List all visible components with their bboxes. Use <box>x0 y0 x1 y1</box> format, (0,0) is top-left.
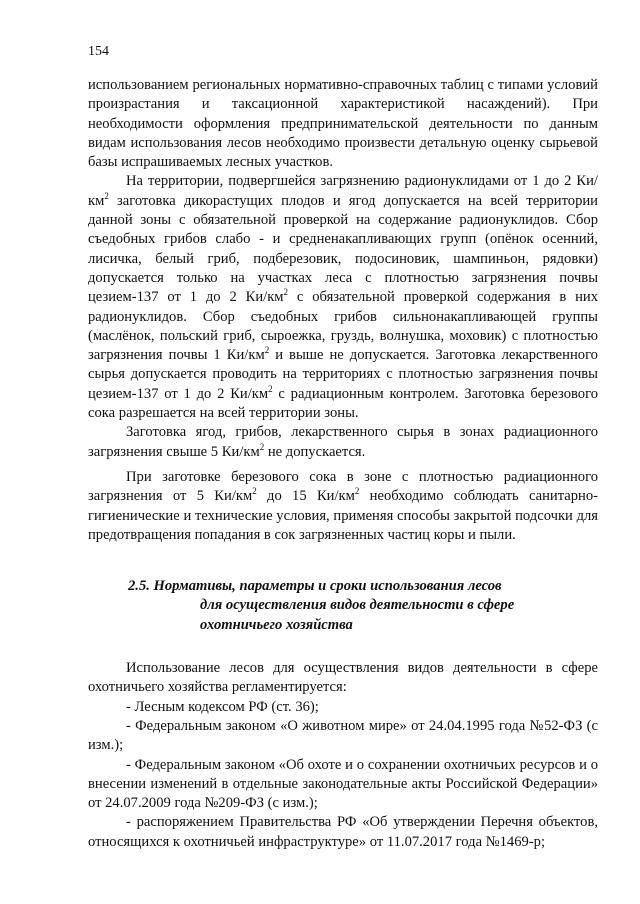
section-heading <box>88 577 598 635</box>
section-heading-line: 2.5. Нормативы, параметры и сроки использования лесов <box>128 578 502 595</box>
section-heading-line: охотничьего хозяйства <box>200 616 353 633</box>
paragraph: На территории, подвергшейся загрязнению радионуклидами от 1 до 2 $Ки/км^2$ заготовка дикорастущих плодов и ягод допускается на всей территории данной зоны с обязательной проверкой на содержание радионуклидов. Сбор съедобных грибов слабо - и средненакапливающих групп (опёнок осенний, лисичка, белый гриб, подберезовик, подосиновик, шампиньон, рядовки) допускается только на участках леса с плотностью загрязнения почвы цезием-137 от 1 до 2 $Ки/км^2$ с обязательной проверкой содержания в них радионуклидов. Сбор съедобных грибов сильнонакапливающей группы (маслёнок, польский гриб, сыроежка, груздь, волнушка, моховик) с плотностью загрязнения почвы 1 $Ки/км^2$ и выше не допускается. Заготовка лекарственного сырья допускается проводить на территориях с плотностью загрязнения почвы цезием-137 от 1 до 2 $Ки/км^2$ с радиационным контролем. Заготовка березового сока разрешается на всей территории зоны. <box>88 173 598 422</box>
list-item: - Лесным кодексом РФ (ст. 36); <box>126 698 319 715</box>
list-item: - распоряжением Правительства РФ «Об утверждении Перечня объектов, относящихся к охотничьей инфраструктуре» от 11.07.2017 года №1469-р; <box>88 814 598 850</box>
body-text <box>88 76 598 852</box>
section-heading-line: для осуществления видов деятельности в сфере <box>200 597 515 614</box>
paragraph: Использование лесов для осуществления видов деятельности в сфере охотничьего хозяйства регламентируется: <box>88 660 598 696</box>
page-number: 154 <box>88 44 109 59</box>
paragraph: использованием региональных нормативно-справочных таблиц с типами условий произрастания и таксационной характеристикой насаждений). При необходимости оформления предпринимательской деятельности по данным видам использования лесов необходимо произвести детальную оценку сырьевой базы испрашиваемых лесных участков. <box>88 77 598 171</box>
list-item: - Федеральным законом «Об охоте и о сохранении охотничьих ресурсов и о внесении изменений в отдельные законодательные акты Российской Федерации» от 24.07.2009 года №209-ФЗ (с изм.); <box>88 756 598 812</box>
list-item: - Федеральным законом «О животном мире» от 24.04.1995 года №52-ФЗ (с изм.); <box>88 717 598 754</box>
paragraph: Заготовка ягод, грибов, лекарственного сырья в зонах радиационного загрязнения свыше 5 $Ки/км^2$ не допускается. <box>88 424 598 460</box>
paragraph: При заготовке березового сока в зоне с плотностью радиационного загрязнения от 5 $Ки/км^2$ до 15 $Ки/км^2$ необходимо соблюдать санитарно-гигиенические и технические условия, применяя способы закрытой подсочки для предотвращения попадания в сок загрязненных частиц коры и пыли. <box>88 468 598 543</box>
